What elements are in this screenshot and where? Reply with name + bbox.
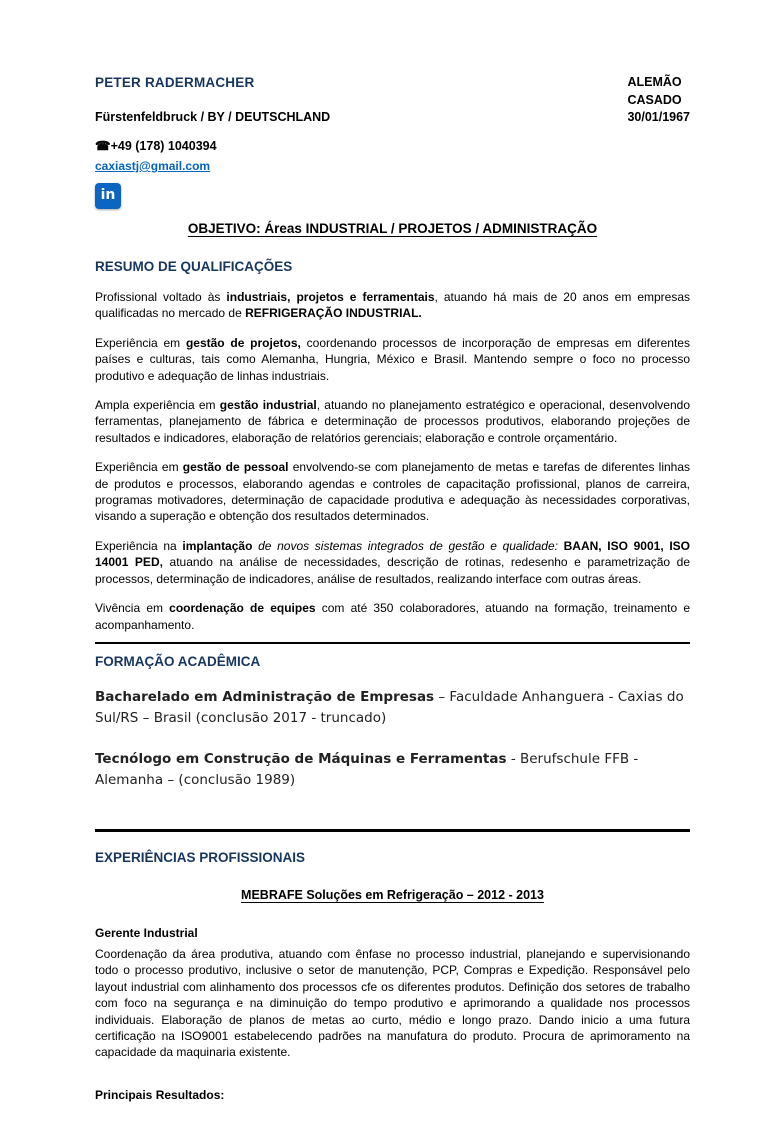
summary-paragraph: Ampla experiência em gestão industrial, atuando no planejamento estratégico e operacional, desenvolvendo ferramentas, planejamento de fábrica e determinação de processos produtivos, elaborando projeções de resultados e indicadores, elaboração de relatórios gerenciais; elaboração e controle orçamentário. [95, 398, 690, 445]
linkedin-icon[interactable] [95, 183, 121, 209]
header [95, 74, 690, 127]
email-link[interactable]: caxiastj@gmail.com [95, 159, 211, 173]
marital-status: CASADO [627, 92, 682, 107]
birth-date: 30/01/1967 [627, 110, 690, 124]
summary-paragraph: Experiência na implantação de novos sistemas integrados de gestão e qualidade: BAAN, ISO 9001, ISO 14001 PED, atuando na análise de necessidades, descrição de rotinas, redesenho e parametrização de processos, determinação de indicadores, análise de resultados, realizando interface com outras áreas. [95, 538, 690, 586]
education-entry: Tecnólogo em Construção de Máquinas e Ferramentas - Berufschule FFB - Alemanha – (conclusão 1989) [95, 750, 639, 788]
section-title-summary: RESUMO DE QUALIFICAÇÕES [95, 259, 293, 274]
education-entry: Bacharelado em Administração de Empresas – Faculdade Anhanguera - Caxias do Sul/RS – Brasil (conclusão 2017 - truncado) [95, 688, 684, 726]
summary-paragraph: Profissional voltado às industriais, projetos e ferramentais, atuando há mais de 20 anos em empresas qualificadas no mercado de REFRIGERAÇÃO INDUSTRIAL. [95, 290, 691, 321]
candidate-name: PETER RADERMACHER [95, 75, 255, 90]
section-divider [95, 642, 690, 644]
nationality: ALEMÃO [627, 75, 682, 89]
candidate-location: Fürstenfeldbruck / BY / DEUTSCHLAND [95, 110, 331, 124]
linkedin-icon-label: in [100, 187, 116, 203]
linkedin-row [95, 183, 690, 209]
header-left [95, 74, 330, 127]
email-row [95, 157, 690, 175]
header-right [627, 74, 690, 127]
section-divider [95, 829, 690, 832]
header-spacer [95, 92, 330, 110]
summary-paragraph: Experiência em gestão de pessoal envolvendo-se com planejamento de metas e tarefas de diferentes linhas de produtos e processos, elaborando agendas e controles de capacitação profissional, planos de carreira, programas motivadores, determinação de capacidade produtiva e adequação às necessidades corporativas, visando a superação e obtenção dos resultados determinados. [95, 460, 691, 524]
phone-icon: ☎ [95, 138, 111, 153]
phone-number: +49 (178) 1040394 [110, 138, 217, 153]
section-title-education: FORMAÇÃO ACADÊMICA [95, 653, 261, 669]
phone-row [95, 138, 690, 156]
summary-paragraph: Vivência em coordenação de equipes com até 350 colaboradores, atuando na formação, treinamento e acompanhamento. [95, 601, 690, 632]
section-title-experience: EXPERIÊNCIAS PROFISSIONAIS [95, 849, 306, 865]
experience-description: Coordenação da área produtiva, atuando com ênfase no processo industrial, planejando e supervisionando todo o processo produtivo, inclusive o setor de manutenção, PCP, Compras e Expedição. Responsável pelo layout industrial com alinhamento dos processos cfe os diferentes produtos. Definição dos setores de trabalho com foco na segurança e na diminuição do tempo produtivo e aprimorando a qualidade nos processos individuais. Elaboração de planos de metas ao curto, médio e longo prazo. Dando inicio a uma futura certificação na ISO9001 estabelecendo padrões na manufatura do produto. Procura de aprimoramento na capacidade da maquinaria existente. [95, 946, 690, 1060]
experience-company-line: MEBRAFE Soluções em Refrigeração – 2012 - 2013 [241, 887, 544, 902]
results-label: Principais Resultados: [95, 1087, 225, 1102]
summary-paragraph: Experiência em gestão de projetos, coordenando processos de incorporação de empresas em diferentes países e culturas, tais como Alemanha, Hungria, México e Brasil. Mantendo sempre o foco no processo produtivo e adequação de linhas industriais. [95, 335, 690, 383]
experience-role: Gerente Industrial [95, 925, 198, 940]
objective-line: OBJETIVO: Áreas INDUSTRIAL / PROJETOS / ADMINISTRAÇÃO [187, 221, 598, 236]
